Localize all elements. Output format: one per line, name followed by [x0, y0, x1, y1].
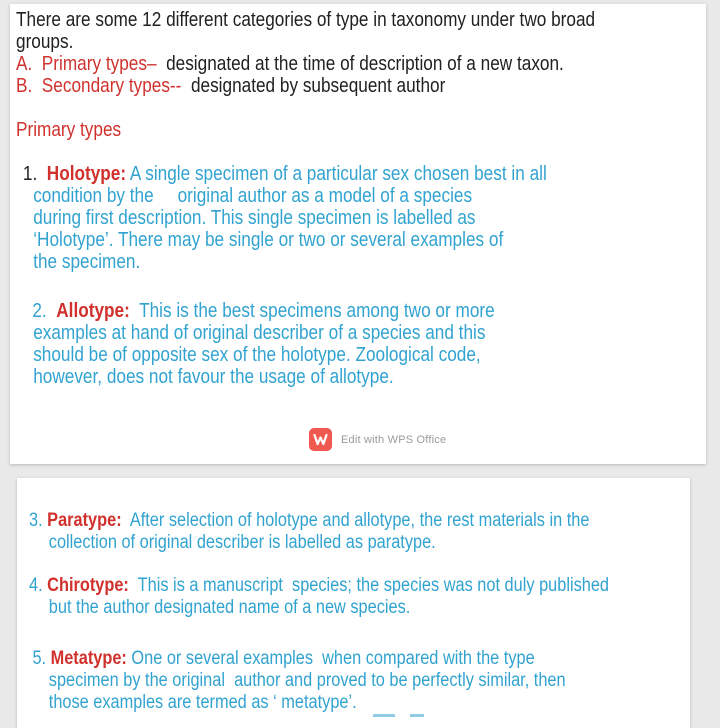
- item-allotype-line: [16, 300, 603, 322]
- text-run: the specimen.: [33, 251, 141, 273]
- item-number: 3.: [29, 510, 48, 531]
- item-label: Paratype:: [47, 510, 122, 531]
- item-allotype-line: [16, 366, 603, 388]
- text-run: but the author designated name of a new species.: [48, 597, 411, 618]
- wps-watermark[interactable]: [309, 428, 698, 451]
- item-metatype-line: [29, 692, 592, 714]
- text-run: This is the best specimens among two or more: [129, 300, 495, 322]
- item-label: Holotype:: [46, 163, 127, 185]
- page1-text: [16, 9, 698, 388]
- text-run: designated at the time of description of a new taxon.: [156, 53, 564, 75]
- document-page-1: [10, 4, 706, 464]
- item-holotype-line: [16, 251, 603, 273]
- label-primary-types: A. Primary types–: [16, 53, 157, 75]
- text-run: during first description. This single specimen is labelled as: [33, 207, 476, 229]
- clipped-next-line: [17, 714, 690, 718]
- text-run: designated by subsequent author: [181, 75, 446, 97]
- text-run: condition by the original author as a model of a species: [33, 185, 473, 207]
- item-label: Chirotype:: [47, 575, 129, 596]
- item-paratype-line: [29, 510, 592, 532]
- text-run: collection of original describer is labelled as paratype.: [48, 532, 436, 553]
- text-run: examples at hand of original describer of a species and this: [33, 322, 486, 344]
- text-run: groups.: [16, 31, 74, 53]
- group-a-line: [16, 53, 603, 75]
- item-holotype-line: [16, 163, 603, 185]
- item-number: 5.: [32, 648, 51, 669]
- heading-primary-types: [16, 119, 603, 141]
- document-page-2: [17, 478, 690, 728]
- page2-text: [29, 510, 684, 714]
- group-b-line: [16, 75, 603, 97]
- item-number: 2.: [32, 300, 57, 322]
- text-run: specimen by the original author and proved to be perfectly similar, then: [48, 670, 566, 691]
- item-paratype-line: [29, 532, 592, 554]
- item-number: 4.: [29, 575, 48, 596]
- item-label: Allotype:: [56, 300, 130, 322]
- item-holotype-line: [16, 229, 603, 251]
- item-metatype-line: [29, 670, 592, 692]
- item-metatype-line: [29, 648, 592, 670]
- wps-office-icon: [309, 428, 332, 451]
- item-allotype-line: [16, 322, 603, 344]
- item-holotype-line: [16, 207, 603, 229]
- item-allotype-line: [16, 344, 603, 366]
- text-run: however, does not favour the usage of allotype.: [33, 366, 394, 388]
- text-run: A single specimen of a particular sex chosen best in all: [126, 163, 547, 185]
- item-label: Metatype:: [50, 648, 127, 669]
- wps-watermark-label: Edit with WPS Office: [341, 433, 447, 446]
- item-chirotype-line: [29, 597, 592, 619]
- intro-line: [16, 31, 603, 53]
- item-holotype-line: [16, 185, 603, 207]
- item-chirotype-line: [29, 575, 610, 597]
- label-secondary-types: B. Secondary types--: [16, 75, 182, 97]
- text-run: This is a manuscript species; the species was not duly published: [128, 575, 610, 596]
- heading-text: Primary types: [16, 119, 122, 141]
- text-run: There are some 12 different categories of type in taxonomy under two broad: [16, 9, 596, 31]
- text-run: After selection of holotype and allotype, the rest materials in the: [121, 510, 590, 531]
- text-run: ‘Holotype’. There may be single or two or several examples of: [33, 229, 504, 251]
- item-number: 1.: [22, 163, 47, 185]
- text-run: those examples are termed as ‘ metatype’.: [48, 692, 357, 713]
- intro-line: [16, 9, 603, 31]
- text-run: should be of opposite sex of the holotype. Zoological code,: [33, 344, 481, 366]
- text-run: One or several examples when compared with the type: [126, 648, 535, 669]
